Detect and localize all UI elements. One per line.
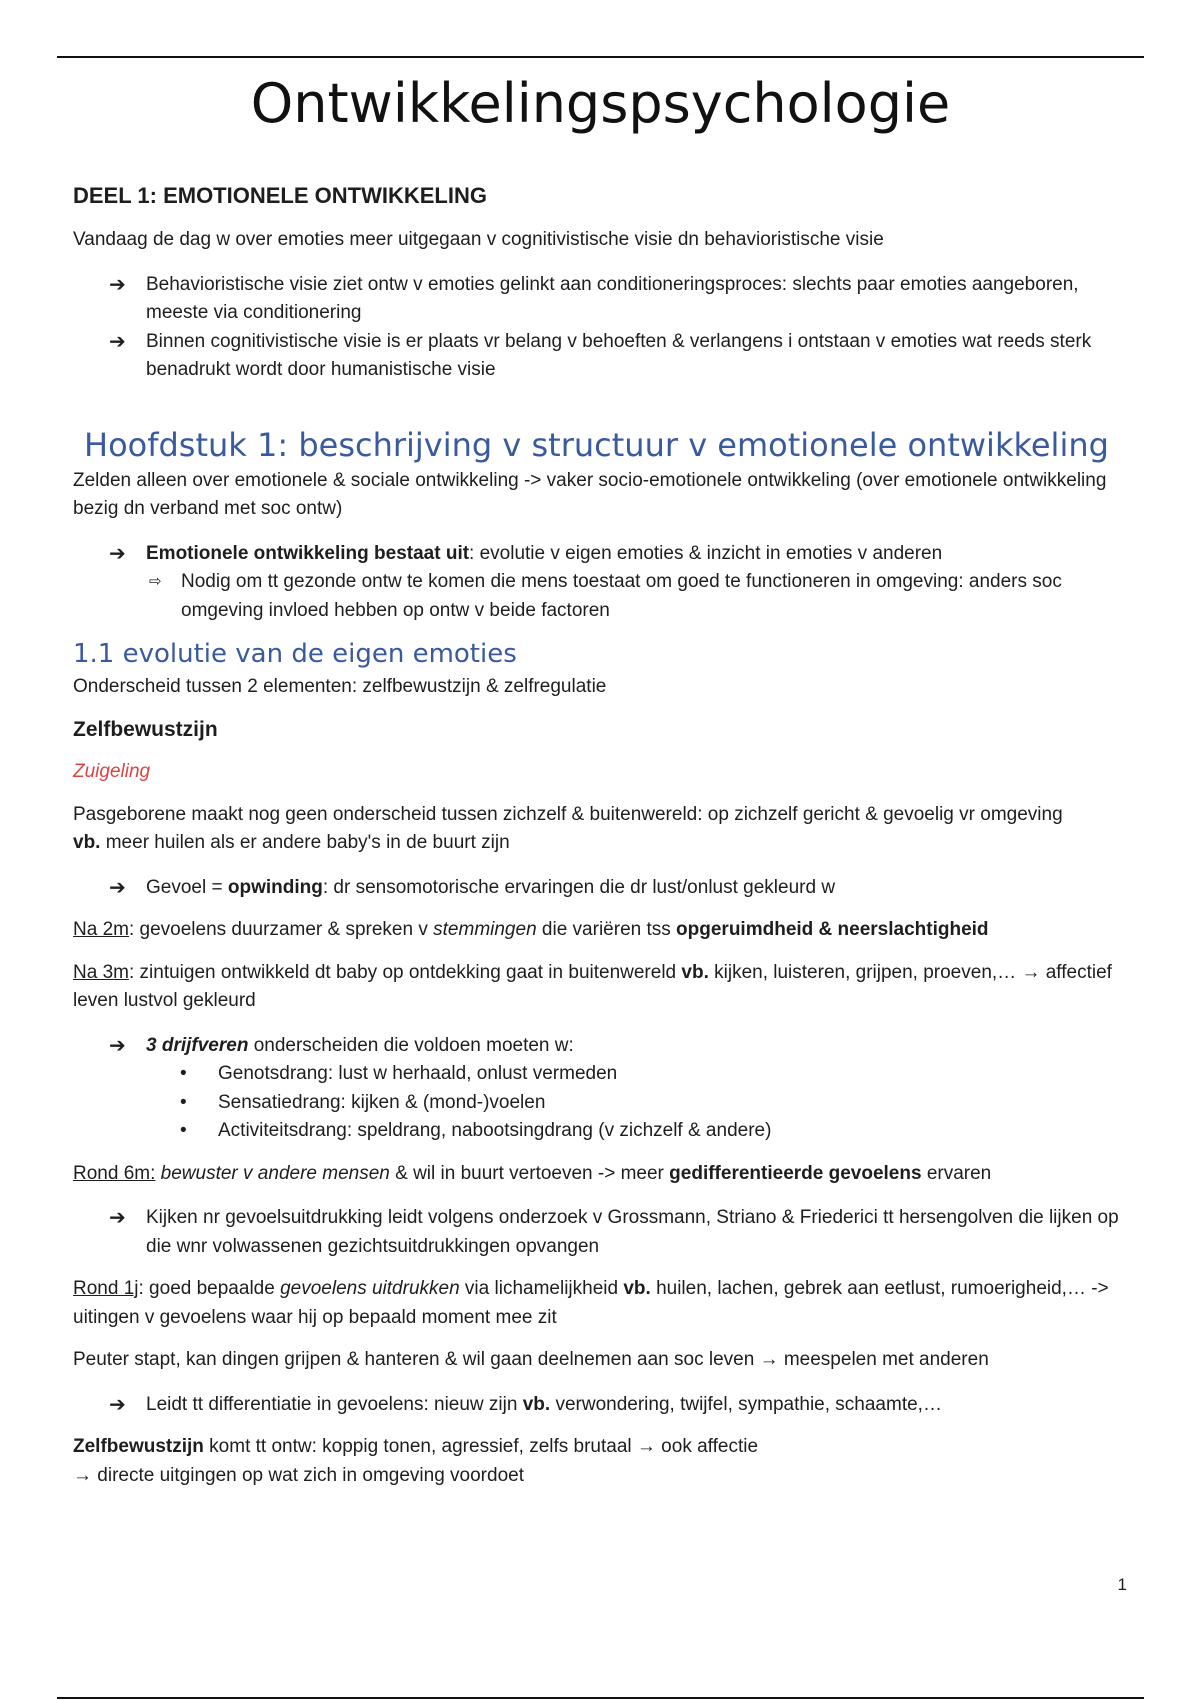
bullet-icon: • [180, 1063, 187, 1084]
list-item: ➔ Emotionele ontwikkeling bestaat uit: evolutie v eigen emoties & inzicht in emoties v anderen [73, 540, 1128, 569]
rond1j-paragraph: Rond 1j: goed bepaalde gevoelens uitdrukken via lichamelijkheid vb. huilen, lachen, gebrek aan eetlust, rumoerigheid,… -> uitingen v gevoelens waar hij op bepaald moment mee zit [73, 1278, 1109, 1328]
feeling-arrow-list [73, 874, 1128, 903]
section-intro: Onderscheid tussen 2 elementen: zelfbewustzijn & zelfregulatie [73, 676, 607, 697]
arrow-icon: ➔ [109, 1393, 126, 1416]
self-awareness-paragraph: Zelfbewustzijn komt tt ontw: koppig tonen, agressief, zelfs brutaal → ook affectie → directe uitgingen op wat zich in omgeving voordoet [73, 1436, 759, 1486]
list-item: ⇨ Nodig om tt gezonde ontw te komen die mens toestaat om goed te functioneren in omgeving: anders soc omgeving invloed hebben op ontw v beide factoren [73, 568, 1128, 625]
list-item: ➔ Binnen cognitivistische visie is er plaats vr belang v behoeften & verlangens i ontstaan v emoties wat reeds sterk benadrukt wordt door humanistische visie [73, 328, 1128, 385]
page-number: 1 [1117, 1575, 1127, 1594]
arrow-icon: ➔ [109, 273, 126, 296]
na3m-paragraph: Na 3m: zintuigen ontwikkeld dt baby op ontdekking gaat in buitenwereld vb. kijken, luisteren, grijpen, proeven,… → affectief leven lustvol gekleurd [73, 961, 1112, 1011]
list-item: ➔ Gevoel = opwinding: dr sensomotorische ervaringen die dr lust/onlust gekleurd w [73, 874, 1128, 903]
list-item: ➔ 3 drijfveren onderscheiden die voldoen moeten w: [73, 1032, 1128, 1061]
chapter-sub-arrow-list [73, 568, 1128, 625]
document-page [73, 60, 1128, 1490]
document-title: Ontwikkelingspsychologie [250, 72, 951, 135]
intro-arrow-list [73, 271, 1128, 385]
subsection-heading: Zelfbewustzijn [73, 717, 218, 741]
arrow-icon: ➔ [109, 1207, 126, 1229]
rond6m-arrow-list [73, 1204, 1128, 1261]
hollow-arrow-icon: ⇨ [149, 573, 162, 590]
bullet-icon: • [180, 1120, 187, 1141]
bullet-icon: • [180, 1091, 187, 1113]
toddler-paragraph: Peuter stapt, kan dingen grijpen & hanteren & wil gaan deelnemen aan soc leven → meespelen met anderen [73, 1349, 989, 1370]
newborn-paragraph: Pasgeborene maakt nog geen onderscheid tussen zichzelf & buitenwereld: op zichzelf gericht & gevoelig vr omgeving vb. meer huilen als er andere baby's in de buurt zijn [73, 803, 1063, 853]
list-item: • Sensatiedrang: kijken & (mond-)voelen [73, 1089, 1128, 1118]
stage-heading: Zuigeling [73, 761, 151, 782]
top-rule [57, 56, 1144, 58]
section-heading: 1.1 evolutie van de eigen emoties [73, 639, 517, 669]
bottom-rule [57, 1697, 1144, 1699]
part-heading: DEEL 1: EMOTIONELE ONTWIKKELING [73, 183, 487, 208]
chapter-heading: Hoofdstuk 1: beschrijving v structuur v emotionele ontwikkeling [84, 425, 1109, 464]
list-item: ➔ Kijken nr gevoelsuitdrukking leidt volgens onderzoek v Grossmann, Striano & Friederici tt hersengolven die lijken op die wnr volwassenen gezichtsuitdrukkingen opvangen [73, 1204, 1128, 1261]
toddler-arrow-list [73, 1391, 1128, 1420]
chapter-arrow-list [73, 540, 1128, 569]
arrow-icon: ➔ [109, 876, 126, 899]
drives-arrow-list [73, 1032, 1128, 1061]
list-item: • Genotsdrang: lust w herhaald, onlust vermeden [73, 1060, 1128, 1089]
arrow-icon: ➔ [109, 330, 126, 353]
na2m-paragraph: Na 2m: gevoelens duurzamer & spreken v stemmingen die variëren tss opgeruimdheid & neerslachtigheid [73, 919, 989, 940]
list-item: • Activiteitsdrang: speldrang, nabootsingdrang (v zichzelf & andere) [73, 1117, 1128, 1146]
list-item: ➔ Leidt tt differentiatie in gevoelens: nieuw zijn vb. verwondering, twijfel, sympathie, schaamte,… [73, 1391, 1128, 1420]
rond6m-paragraph: Rond 6m: bewuster v andere mensen & wil in buurt vertoeven -> meer gedifferentieerde gevoelens ervaren [73, 1162, 992, 1184]
chapter-intro: Zelden alleen over emotionele & sociale ontwikkeling -> vaker socio-emotionele ontwikkeling (over emotionele ontwikkeling bezig dn verband met soc ontw) [73, 469, 1107, 519]
arrow-icon: ➔ [109, 542, 126, 565]
arrow-icon: ➔ [109, 1034, 126, 1057]
drives-bullet-list [73, 1060, 1128, 1146]
list-item: ➔ Behavioristische visie ziet ontw v emoties gelinkt aan conditioneringsproces: slechts paar emoties aangeboren, meeste via conditionering [73, 271, 1128, 328]
intro-paragraph: Vandaag de dag w over emoties meer uitgegaan v cognitivistische visie dn behavioristische visie [73, 229, 884, 250]
